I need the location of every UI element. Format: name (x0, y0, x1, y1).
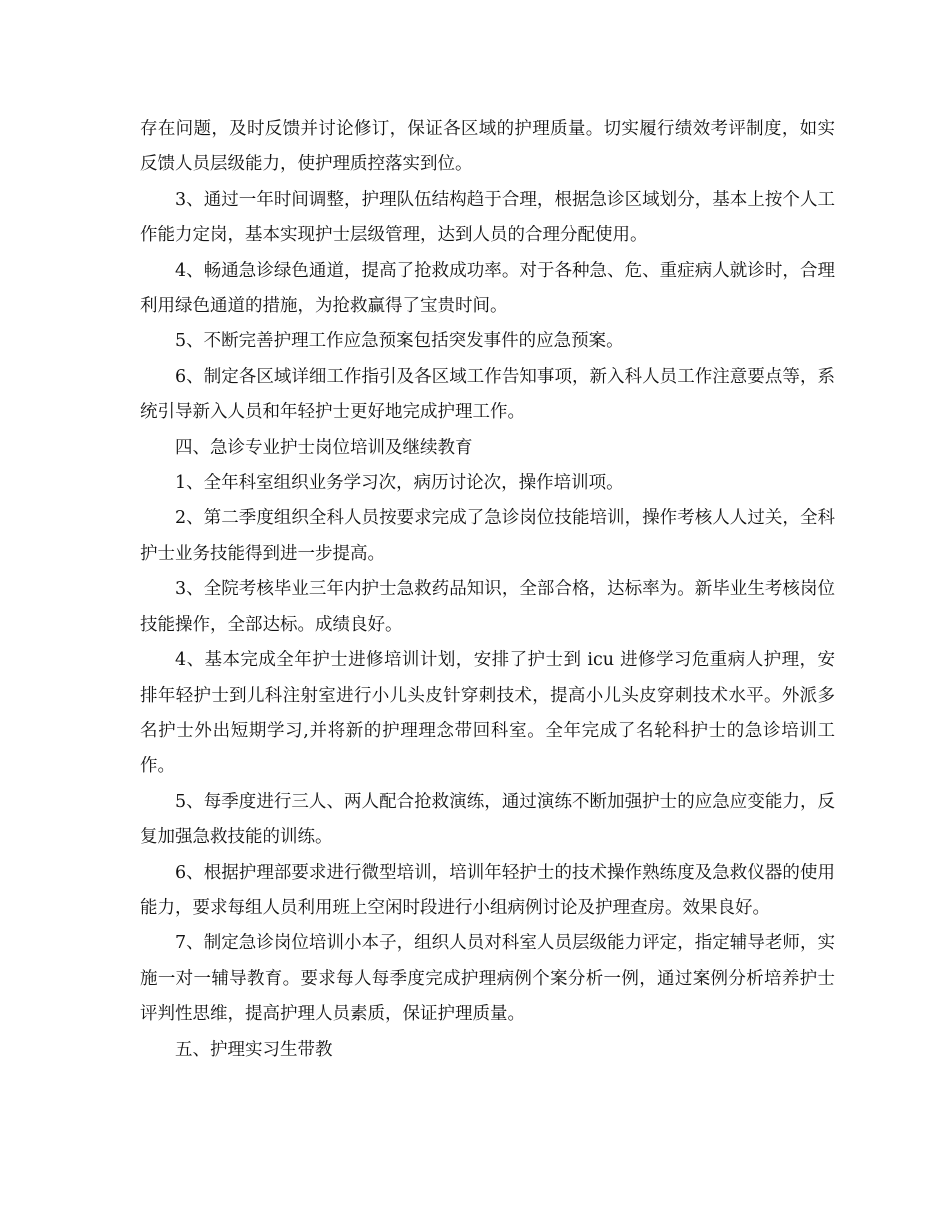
paragraph-continuation: 存在问题，及时反馈并讨论修订，保证各区域的护理质量。切实履行绩效考评制度，如实反馈人员层级能力，使护理质控落实到位。 (140, 119, 835, 175)
paragraph-training-5: 5、每季度进行三人、两人配合抢救演练，通过演练不断加强护士的应急应变能力，反复加强急救技能的训练。 (140, 791, 835, 848)
paragraph-item-5-emergency-plan: 5、不断完善护理工作应急预案包括突发事件的应急预案。 (175, 331, 624, 352)
document-body (140, 112, 835, 1068)
paragraph-training-6: 6、根据护理部要求进行微型培训，培训年轻护士的技术操作熟练度及急救仪器的使用能力，要求每组人员利用班上空闲时段进行小组病例讨论及护理查房。效果良好。 (140, 862, 835, 918)
section-heading-internship: 五、护理实习生带教 (175, 1039, 333, 1060)
section-heading-training: 四、急诊专业护士岗位培训及继续教育 (175, 437, 473, 458)
paragraph-training-2: 2、第二季度组织全科人员按要求完成了急诊岗位技能培训，操作考核人人过关，全科护士业务技能得到进一步提高。 (140, 508, 835, 564)
paragraph-training-7: 7、制定急诊岗位培训小本子，组织人员对科室人员层级能力评定，指定辅导老师，实施一对一辅导教育。要求每人每季度完成护理病例个案分析一例，通过案例分析培养护士评判性思维，提高护理人员素质，保证护理质量。 (140, 933, 835, 1025)
paragraph-training-1: 1、全年科室组织业务学习次，病历讨论次，操作培训项。 (175, 473, 624, 494)
paragraph-item-4-green-channel: 4、畅通急诊绿色通道，提高了抢救成功率。对于各种急、危、重症病人就诊时，合理利用绿色通道的措施，为抢救赢得了宝贵时间。 (140, 260, 835, 317)
paragraph-training-3: 3、全院考核毕业三年内护士急救药品知识，全部合格，达标率为。新毕业生考核岗位技能操作，全部达标。成绩良好。 (140, 579, 835, 635)
paragraph-training-4: 4、基本完成全年护士进修培训计划，安排了护士到 icu 进修学习危重病人护理，安排年轻护士到儿科注射室进行小儿头皮针穿刺技术，提高小儿头皮穿刺技术水平。外派多名护士外出短期学习,并将新的护理理念带回科室。全年完成了名轮科护士的急诊培训工作。 (140, 650, 835, 777)
paragraph-item-3-team-structure: 3、通过一年时间调整，护理队伍结构趋于合理，根据急诊区域划分，基本上按个人工作能力定岗，基本实现护士层级管理，达到人员的合理分配使用。 (140, 189, 835, 246)
paragraph-item-6-work-guidelines: 6、制定各区域详细工作指引及各区域工作告知事项，新入科人员工作注意要点等，系统引导新入人员和年轻护士更好地完成护理工作。 (140, 366, 835, 423)
